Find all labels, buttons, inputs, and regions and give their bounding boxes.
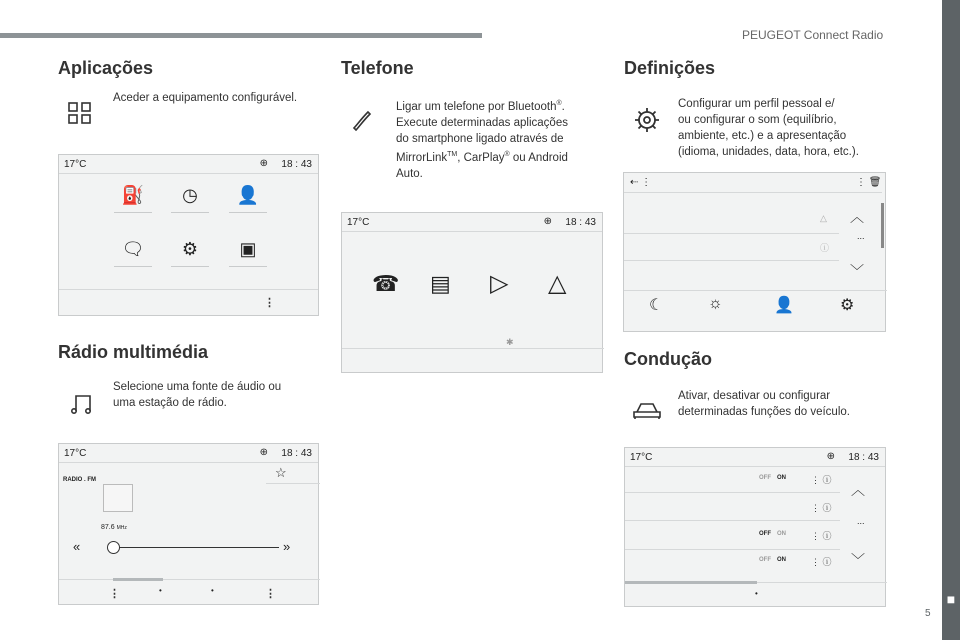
- applications-desc: Aceder a equipamento configurável.: [113, 92, 298, 104]
- scroll-down-icon[interactable]: ﹀: [850, 263, 864, 279]
- function-toggle-1[interactable]: OFF ON: [759, 475, 786, 481]
- info-icon[interactable]: ⋮ ⓘ: [811, 531, 832, 541]
- bottom-bar: [59, 289, 318, 315]
- mirrorlink-icon[interactable]: ▤: [430, 271, 451, 296]
- radio-screen: [58, 443, 319, 605]
- divider: [624, 260, 839, 261]
- carplay-icon[interactable]: ▷: [490, 270, 509, 297]
- phone-desc: Ligar um telefone por Bluetooth®. Execute determinadas aplicações do smartphone ligado através de MirrorLink™, CarPlay® ou Android Auto.: [396, 100, 568, 180]
- settings-screen: [623, 172, 886, 332]
- radio-desc: Selecione uma fonte de áudio ou uma estação de rádio.: [113, 381, 282, 409]
- more-options-icon[interactable]: ⋮: [264, 297, 275, 309]
- status-bar: [342, 213, 602, 232]
- gear-icon: [633, 106, 661, 139]
- settings-desc: Configurar um perfil pessoal e/ ou configurar o som (equilíbrio, ambiente, etc.) e a apresentação (idioma, unidades, data, hora, etc.).: [678, 98, 859, 158]
- status-bar: [59, 444, 318, 463]
- scroll-up-icon[interactable]: ︿: [850, 209, 864, 225]
- profile-icon[interactable]: 👤: [774, 297, 794, 314]
- radio-band: RADIO . FM: [63, 477, 96, 483]
- seek-forward-icon[interactable]: »: [283, 539, 291, 554]
- ellipsis-icon: ...: [857, 231, 865, 241]
- clock: 18 : 43: [565, 217, 596, 228]
- applications-screen: [58, 154, 319, 316]
- menu-icon[interactable]: ⋮: [109, 588, 120, 600]
- temperature: 17°C: [64, 159, 87, 170]
- page-number: 5: [925, 608, 931, 619]
- delete-icon[interactable]: ⋮ 🗑: [856, 177, 882, 188]
- status-bar: [625, 448, 885, 467]
- divider: [624, 290, 887, 291]
- divider: [625, 520, 840, 521]
- temperature: 17°C: [347, 217, 370, 228]
- gps-icon: ⊕: [259, 158, 268, 169]
- divider: [624, 192, 882, 193]
- function-toggle-2[interactable]: OFF ON: [759, 531, 786, 537]
- station-artwork: [103, 484, 133, 512]
- message-app-tile[interactable]: 🗨: [114, 237, 152, 267]
- divider: [625, 492, 840, 493]
- applications-title: Aplicações: [58, 58, 154, 78]
- ellipsis-icon: ...: [857, 516, 865, 526]
- day-night-icon[interactable]: ☼: [708, 295, 723, 312]
- gps-icon: ⊕: [826, 451, 835, 462]
- page-dot[interactable]: •: [755, 589, 758, 598]
- active-tab-indicator: [625, 581, 757, 584]
- active-tab-indicator: [113, 578, 163, 581]
- system-settings-icon[interactable]: ⚙: [840, 297, 855, 314]
- driving-screen: [624, 447, 886, 607]
- scrollbar[interactable]: [881, 203, 884, 248]
- radio-title: Rádio multimédia: [58, 342, 209, 362]
- fuel-app-tile[interactable]: ⛽: [114, 183, 152, 213]
- temperature: 17°C: [630, 452, 653, 463]
- bluetooth-phone-icon[interactable]: ☎: [372, 271, 400, 296]
- gps-icon: ⊕: [259, 447, 268, 458]
- driving-title: Condução: [624, 349, 712, 369]
- android-auto-icon[interactable]: △: [548, 270, 567, 297]
- status-bar: [59, 155, 318, 174]
- phone-title: Telefone: [341, 58, 414, 78]
- divider: [625, 549, 840, 550]
- frequency-knob[interactable]: [107, 541, 120, 554]
- info-icon: ⓘ: [820, 243, 830, 253]
- clock: 18 : 43: [281, 448, 312, 459]
- divider: [342, 348, 604, 349]
- settings-title: Definições: [624, 58, 716, 78]
- phone-screen: [341, 212, 603, 373]
- clock: 18 : 43: [848, 452, 879, 463]
- side-tab: [942, 0, 960, 640]
- favorite-star-icon[interactable]: ☆: [275, 465, 287, 480]
- user-app-tile[interactable]: 👤: [229, 183, 267, 213]
- page-dot[interactable]: •: [159, 586, 162, 595]
- info-icon[interactable]: ⋮ ⓘ: [811, 557, 832, 567]
- warning-icon: △: [820, 213, 827, 223]
- music-note-icon: [70, 392, 94, 421]
- bluetooth-icon: ✱: [506, 337, 514, 347]
- temperature: 17°C: [64, 448, 87, 459]
- page-dot[interactable]: •: [211, 586, 214, 595]
- frequency-slider[interactable]: [113, 547, 279, 548]
- divider: [266, 483, 320, 484]
- function-toggle-3[interactable]: OFF ON: [759, 557, 786, 563]
- night-mode-icon[interactable]: ☾: [649, 297, 664, 314]
- back-arrow-icon[interactable]: ⇠ ⋮: [630, 177, 652, 188]
- scroll-up-icon[interactable]: ︿: [851, 482, 865, 498]
- contacts-app-tile[interactable]: ▣: [229, 237, 267, 267]
- trip-app-tile[interactable]: ◷: [171, 183, 209, 213]
- manual-title: PEUGEOT Connect Radio: [742, 28, 884, 42]
- divider: [59, 579, 320, 580]
- car-icon: [632, 398, 662, 425]
- header-rule: [0, 33, 482, 38]
- gps-icon: ⊕: [543, 216, 552, 227]
- driving-desc: Ativar, desativar ou configurar determinadas funções do veículo.: [678, 390, 850, 418]
- phone-handset-icon: [350, 108, 374, 137]
- info-icon[interactable]: ⋮ ⓘ: [811, 503, 832, 513]
- more-options-icon[interactable]: ⋮: [265, 588, 276, 600]
- scroll-down-icon[interactable]: ﹀: [851, 552, 865, 568]
- divider: [624, 233, 839, 234]
- clock: 18 : 43: [281, 159, 312, 170]
- seek-back-icon[interactable]: «: [73, 539, 81, 554]
- frequency: 87.6 MHz: [101, 524, 127, 531]
- settings-app-tile[interactable]: ⚙: [171, 237, 209, 267]
- apps-grid-icon: [68, 102, 92, 129]
- info-icon[interactable]: ⋮ ⓘ: [811, 475, 832, 485]
- side-tab-marker: ■: [946, 591, 956, 607]
